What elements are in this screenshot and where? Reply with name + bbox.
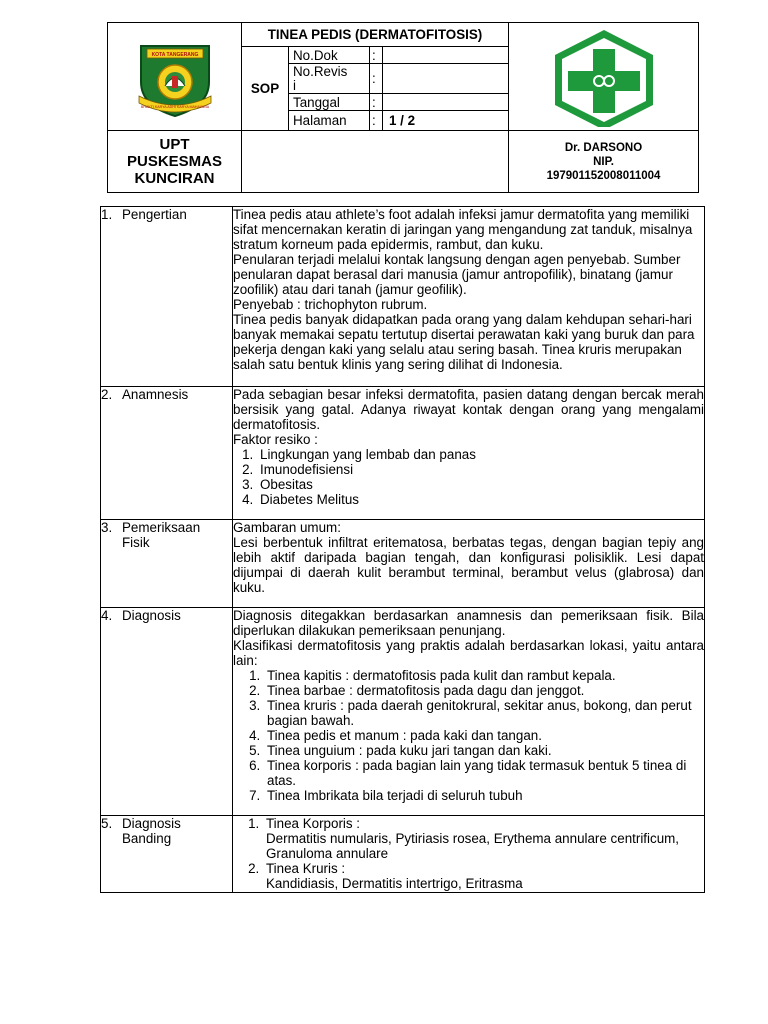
field-value-norevisi	[383, 64, 509, 94]
section-diagnosis	[101, 608, 705, 816]
puskesmas-logo	[545, 27, 663, 127]
section-label: Diagnosis	[122, 816, 181, 831]
section-number: 5.	[101, 816, 113, 831]
paragraph: Lesi berbentuk infiltrat eritematosa, berbatas tegas, dengan bagian tepiy ang lebih aktif daripada bagian tengah, dan konfigurasi polisiklik. Lesi dapat dijumpai di daerah kulit berambut terminal, berambut velus (glabrosa) dan kuku.	[233, 535, 704, 595]
field-value-halaman: 1 / 2	[383, 111, 509, 131]
subsection-title: Gambaran umum:	[233, 520, 341, 535]
signer-block	[509, 131, 699, 193]
list-title: Faktor resiko :	[233, 432, 318, 447]
field-label-nodok: No.Dok	[289, 47, 370, 64]
list-item	[263, 816, 704, 861]
paragraph: Tinea pedis banyak didapatkan pada orang yang dalam kehdupan sehari-hari banyak memakai sepatu tertutup disertai perawatan kaki yang buruk dan para pekerja dengan kaki yang selalu atau sering basah. Tinea kruris merupakan salah satu bentuk klinis yang sering dilihat di Indonesia.	[233, 312, 695, 372]
section-pemeriksaan-fisik	[101, 520, 705, 608]
list-item: 2. Tinea barbae : dermatofitosis pada dagu dan jenggot.	[264, 683, 704, 698]
section-number: 1.	[101, 207, 113, 222]
section-number: 2.	[101, 387, 113, 402]
paragraph: Penularan terjadi melalui kontak langsung dengan agen penyebab. Sumber penularan dapat berasal dari manusia (jamur antropofilik), binatang (jamur zoofilik) atau dari tanah (jamur geofilik).	[233, 252, 681, 297]
sop-content-table	[100, 206, 705, 893]
section-label: Banding	[122, 831, 172, 846]
list-item: 3. Obesitas	[257, 477, 704, 492]
signer-nip: 197901152008011004	[546, 169, 661, 182]
section-anamnesis	[101, 387, 705, 520]
sop-label: SOP	[242, 47, 289, 131]
paragraph: Tinea pedis atau athlete’s foot adalah infeksi jamur dermatofita yang memiliki sifat mencernakan keratin di jaringan yang mengandung zat tanduk, misalnya stratum korneum pada epidermis, rambut, dan kuku.	[233, 207, 693, 252]
classification-list	[233, 668, 704, 803]
field-value-nodok	[383, 47, 509, 64]
section-label: Diagnosis	[122, 608, 181, 623]
list-item: 4. Diabetes Melitus	[257, 492, 704, 507]
organization-name	[108, 131, 242, 193]
section-diagnosis-banding	[101, 816, 705, 893]
paragraph: Klasifikasi dermatofitosis yang praktis adalah berdasarkan lokasi, yaitu antara lain:	[233, 638, 704, 668]
paragraph: Diagnosis ditegakkan berdasarkan anamnesis dan pemeriksaan fisik. Bila diperlukan dilakukan pemeriksaan penunjang.	[233, 608, 704, 638]
list-item: 7. Tinea Imbrikata bila terjadi di seluruh tubuh	[264, 788, 704, 803]
list-item	[263, 861, 704, 891]
list-item: 6. Tinea korporis : pada bagian lain yang tidak termasuk bentuk 5 tinea di atas.	[264, 758, 704, 788]
field-label-halaman: Halaman	[289, 111, 370, 131]
sop-header-table	[107, 22, 699, 193]
org-line-2: PUSKESMAS	[126, 153, 223, 170]
document-title: TINEA PEDIS (DERMATOFITOSIS)	[242, 23, 509, 47]
list-item: 5. Tinea unguium : pada kuku jari tangan dan kaki.	[264, 743, 704, 758]
svg-text:KOTA TANGERANG: KOTA TANGERANG	[151, 51, 198, 58]
field-sep: :	[370, 47, 383, 64]
list-item-text: Kandidiasis, Dermatitis intertrigo, Eritrasma	[266, 876, 523, 891]
section-label: Pemeriksaan	[122, 520, 201, 535]
section-label: Anamnesis	[122, 387, 189, 402]
org-line-3: KUNCIRAN	[134, 170, 215, 187]
field-sep: :	[370, 64, 383, 94]
list-item: 1. Tinea kapitis : dermatofitosis pada kulit dan rambut kepala.	[264, 668, 704, 683]
list-item: 1. Lingkungan yang lembab dan panas	[257, 447, 704, 462]
field-label-norevisi: No.Revis i	[289, 64, 370, 94]
field-value-tanggal	[383, 94, 509, 111]
paragraph: Penyebab : trichophyton rubrum.	[233, 297, 428, 312]
section-pengertian	[101, 207, 705, 387]
section-number: 4.	[101, 608, 113, 623]
signer-name: Dr. DARSONO	[564, 141, 643, 154]
list-item: 3. Tinea kruris : pada daerah genitokrural, sekitar anus, bokong, dan perut bagian bawah.	[264, 698, 704, 728]
svg-text:BHAKTI KARYA ADHI KARYA MAHAYA: BHAKTI KARYA ADHI KARYA MAHAYANA	[140, 104, 209, 109]
section-label: Fisik	[122, 535, 150, 550]
differential-list	[233, 816, 704, 891]
org-line-1: UPT	[159, 136, 190, 153]
section-number: 3.	[101, 520, 113, 535]
list-item-title: Tinea Kruris :	[266, 861, 346, 876]
list-item-text: Dermatitis numularis, Pytiriasis rosea, Erythema annulare centrificum, Granuloma annulare	[266, 831, 680, 861]
city-logo-cell	[108, 23, 242, 131]
section-label: Pengertian	[122, 207, 187, 222]
list-item: 4. Tinea pedis et manum : pada kaki dan tangan.	[264, 728, 704, 743]
field-sep: :	[370, 94, 383, 111]
risk-factor-list	[233, 447, 704, 507]
puskesmas-logo-cell	[509, 23, 699, 131]
field-label-tanggal: Tanggal	[289, 94, 370, 111]
signer-nip-label: NIP.	[593, 155, 614, 168]
list-item-title: Tinea Korporis :	[266, 816, 361, 831]
paragraph: Pada sebagian besar infeksi dermatofita, pasien datang dengan bercak merah bersisik yang gatal. Adanya riwayat kontak dengan orang yang mengalami dermatofitosis.	[233, 387, 704, 432]
blank-cell	[242, 131, 509, 193]
field-sep: :	[370, 111, 383, 131]
kota-tangerang-logo	[135, 40, 215, 120]
list-item: 2. Imunodefisiensi	[257, 462, 704, 477]
